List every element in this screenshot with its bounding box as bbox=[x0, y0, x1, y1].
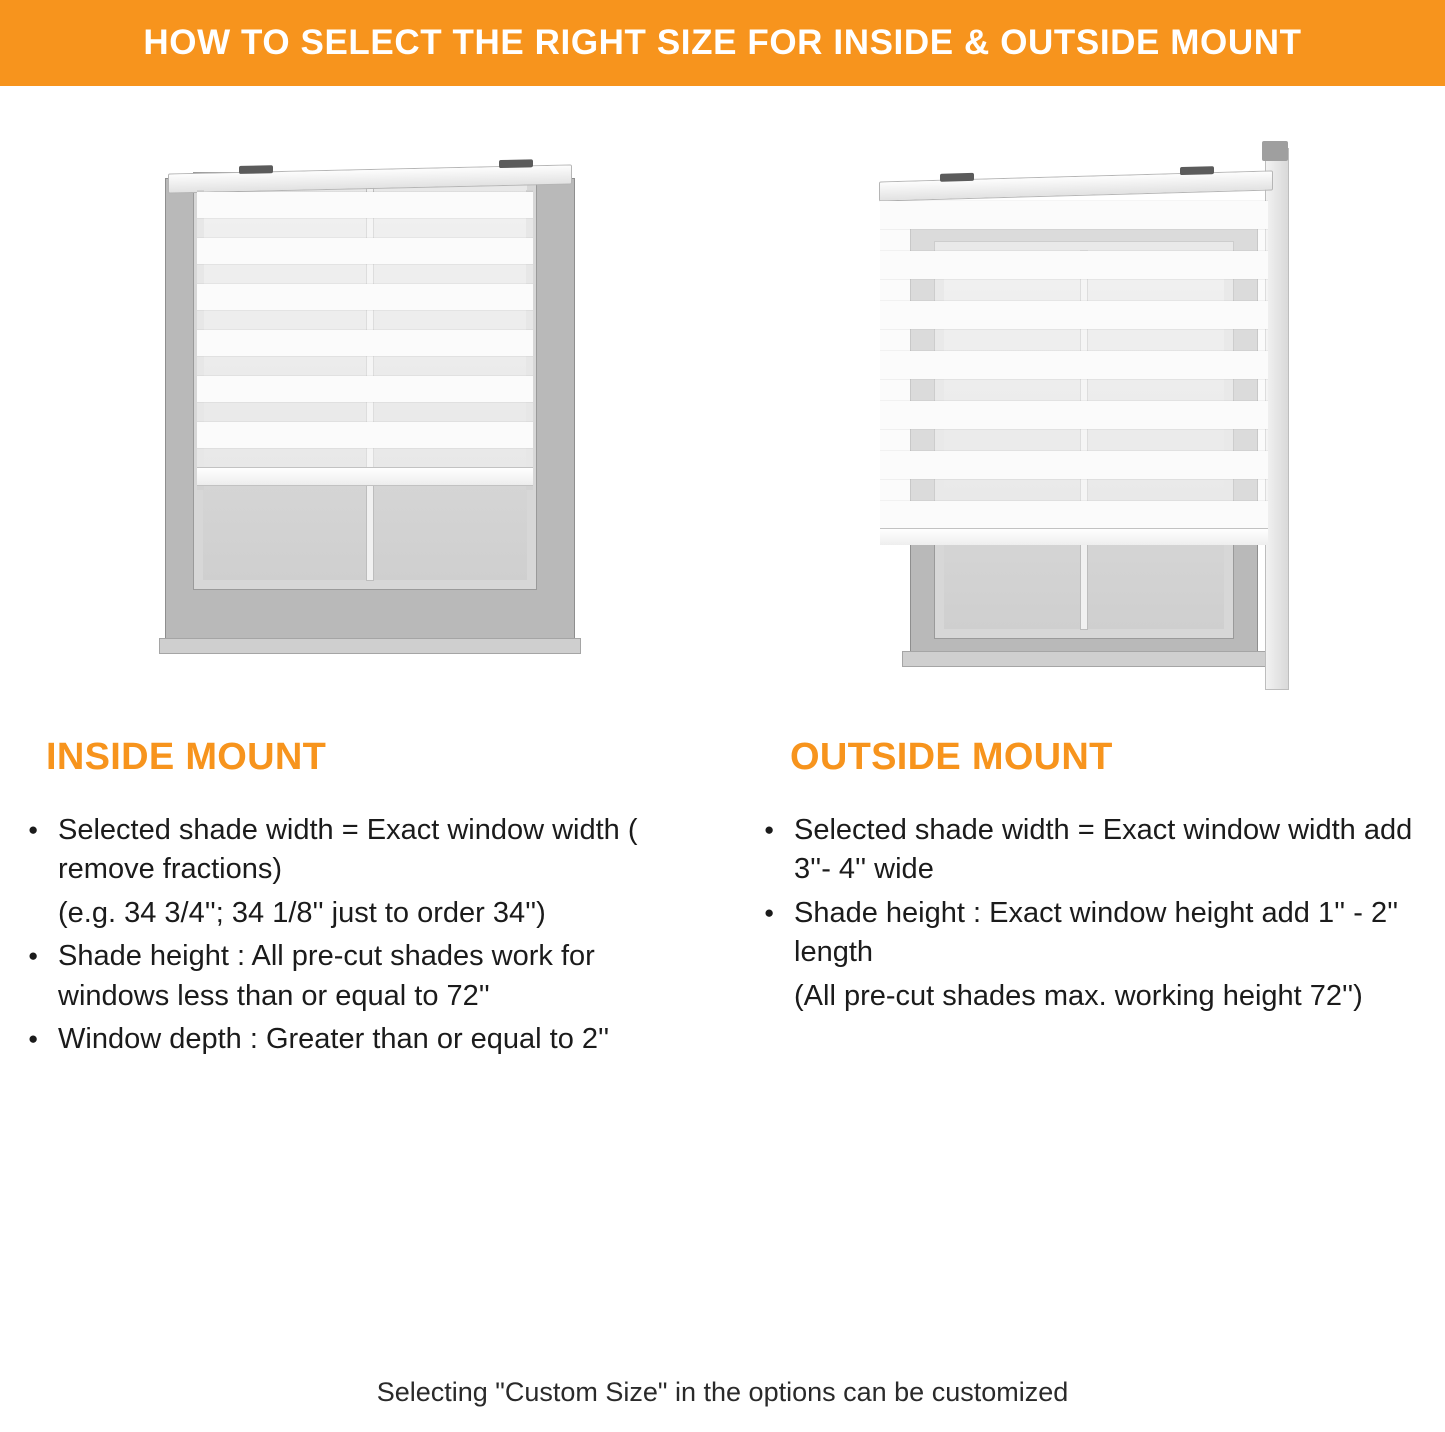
window-sill bbox=[159, 638, 581, 654]
wall-bracket bbox=[1266, 149, 1288, 689]
mounting-bracket-icon bbox=[499, 159, 533, 168]
inside-mount-heading: INSIDE MOUNT bbox=[46, 736, 327, 778]
bracket-end-cap bbox=[1262, 141, 1288, 161]
instruction-columns bbox=[0, 736, 1445, 1356]
shade-headrail bbox=[880, 172, 1272, 201]
mounting-bracket-icon bbox=[1180, 166, 1214, 175]
shade-sheer-band bbox=[197, 356, 533, 376]
inside-mount-section bbox=[24, 736, 714, 1064]
zebra-shade-fabric bbox=[197, 190, 533, 490]
outside-mount-heading: OUTSIDE MOUNT bbox=[790, 736, 1113, 778]
list-item: (All pre-cut shades max. working height 72'') bbox=[794, 979, 1363, 1012]
shade-band bbox=[197, 376, 533, 402]
outside-mount-window-illustration bbox=[872, 141, 1292, 701]
outside-mount-bullet-list bbox=[760, 811, 1432, 1016]
shade-sheer-band bbox=[197, 448, 533, 468]
mounting-bracket-icon bbox=[940, 173, 974, 182]
outside-mount-illustration-panel bbox=[722, 86, 1444, 736]
shade-band bbox=[880, 501, 1268, 529]
inside-mount-window-illustration bbox=[155, 146, 585, 666]
shade-band bbox=[197, 284, 533, 310]
shade-band bbox=[197, 238, 533, 264]
shade-sheer-band bbox=[880, 229, 1268, 251]
outside-mount-section bbox=[760, 736, 1432, 1020]
list-item: (e.g. 34 3/4''; 34 1/8'' just to order 34'') bbox=[58, 896, 546, 929]
inside-mount-bullet-list bbox=[24, 811, 714, 1060]
shade-sheer-band bbox=[197, 264, 533, 284]
page-title: HOW TO SELECT THE RIGHT SIZE FOR INSIDE & OUTSIDE MOUNT bbox=[143, 23, 1302, 62]
shade-band bbox=[880, 451, 1268, 479]
list-item: ● Selected shade width = Exact window width ( remove fractions) bbox=[24, 811, 714, 890]
shade-band bbox=[880, 201, 1268, 229]
shade-sheer-band bbox=[880, 329, 1268, 351]
list-item: ● Shade height : Exact window height add 1'' - 2'' length bbox=[760, 894, 1432, 973]
list-item: ● Window depth : Greater than or equal to 2'' bbox=[24, 1020, 714, 1059]
shade-band bbox=[880, 401, 1268, 429]
shade-band bbox=[197, 330, 533, 356]
shade-band bbox=[197, 192, 533, 218]
footer-note: Selecting "Custom Size" in the options can be customized bbox=[376, 1377, 1069, 1407]
shade-sheer-band bbox=[880, 479, 1268, 501]
shade-bottom-rail bbox=[880, 529, 1268, 545]
list-item: ● Shade height : All pre-cut shades work for windows less than or equal to 72'' bbox=[24, 937, 714, 1016]
shade-band bbox=[197, 422, 533, 448]
mounting-bracket-icon bbox=[239, 165, 273, 174]
shade-bottom-rail bbox=[197, 468, 533, 485]
shade-sheer-band bbox=[880, 379, 1268, 401]
header-banner bbox=[0, 0, 1445, 86]
window-sill bbox=[902, 651, 1268, 667]
shade-sheer-band bbox=[197, 310, 533, 330]
list-item: ● Selected shade width = Exact window width add 3''- 4'' wide bbox=[760, 811, 1432, 890]
shade-sheer-band bbox=[197, 218, 533, 238]
shade-sheer-band bbox=[880, 429, 1268, 451]
shade-sheer-band bbox=[197, 402, 533, 422]
zebra-shade-fabric bbox=[880, 199, 1268, 545]
inside-mount-illustration-panel bbox=[0, 86, 722, 736]
illustration-row bbox=[0, 86, 1445, 736]
shade-sheer-band bbox=[880, 279, 1268, 301]
shade-band bbox=[880, 351, 1268, 379]
shade-band bbox=[880, 301, 1268, 329]
shade-band bbox=[880, 251, 1268, 279]
